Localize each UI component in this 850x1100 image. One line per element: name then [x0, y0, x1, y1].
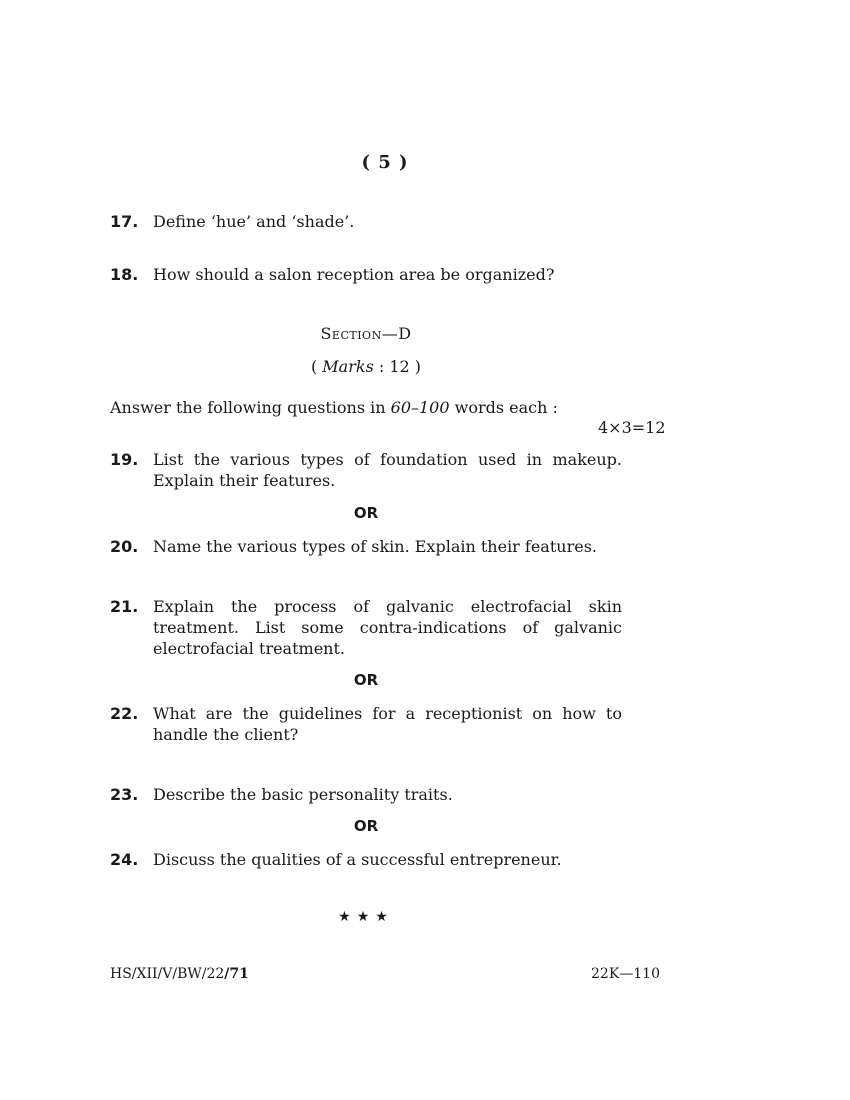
question-text: Define ‘hue’ and ‘shade’.	[153, 212, 355, 231]
question-text-line: treatment. List some contra-indications of galvanic	[153, 618, 622, 637]
question-19	[110, 449, 622, 491]
print-code: 22K—110	[591, 966, 660, 982]
question-23	[110, 784, 622, 805]
question-text-line: What are the guidelines for a receptionist on how to	[153, 704, 622, 723]
question-text: How should a salon reception area be organized?	[153, 265, 555, 284]
paper-code: HS/XII/V/BW/22/71	[110, 966, 249, 982]
section-marks: ( Marks : 12 )	[310, 357, 422, 376]
end-stars-icon: ★★★	[338, 909, 394, 925]
question-text: Discuss the qualities of a successful entrepreneur.	[153, 850, 562, 869]
question-text: Name the various types of skin. Explain their features.	[153, 537, 597, 556]
question-18	[110, 264, 622, 285]
question-number: 22.	[110, 704, 139, 723]
section-heading: Section—D	[320, 324, 412, 343]
or-separator: OR	[353, 504, 379, 522]
question-number: 24.	[110, 850, 139, 869]
question-text-line: handle the client?	[153, 725, 299, 744]
section-instruction: Answer the following questions in 60–100 words each :	[110, 398, 558, 417]
or-separator: OR	[353, 671, 379, 689]
question-text-line: List the various types of foundation used in makeup.	[153, 450, 622, 469]
question-24	[110, 849, 622, 870]
question-number: 23.	[110, 785, 139, 804]
question-text: Describe the basic personality traits.	[153, 785, 453, 804]
question-number: 21.	[110, 597, 139, 616]
question-17	[110, 211, 622, 232]
question-20	[110, 536, 622, 557]
question-22	[110, 703, 622, 745]
question-number: 19.	[110, 450, 139, 469]
page-number: ( 5 )	[361, 152, 409, 173]
marks-distribution: 4×3=12	[598, 418, 666, 437]
question-number: 17.	[110, 212, 139, 231]
question-text-line: Explain the process of galvanic electrofacial skin	[153, 597, 622, 616]
question-text-line: electrofacial treatment.	[153, 639, 345, 658]
question-21	[110, 596, 622, 659]
question-text-line: Explain their features.	[153, 471, 336, 490]
question-number: 20.	[110, 537, 139, 556]
or-separator: OR	[353, 817, 379, 835]
question-number: 18.	[110, 265, 139, 284]
